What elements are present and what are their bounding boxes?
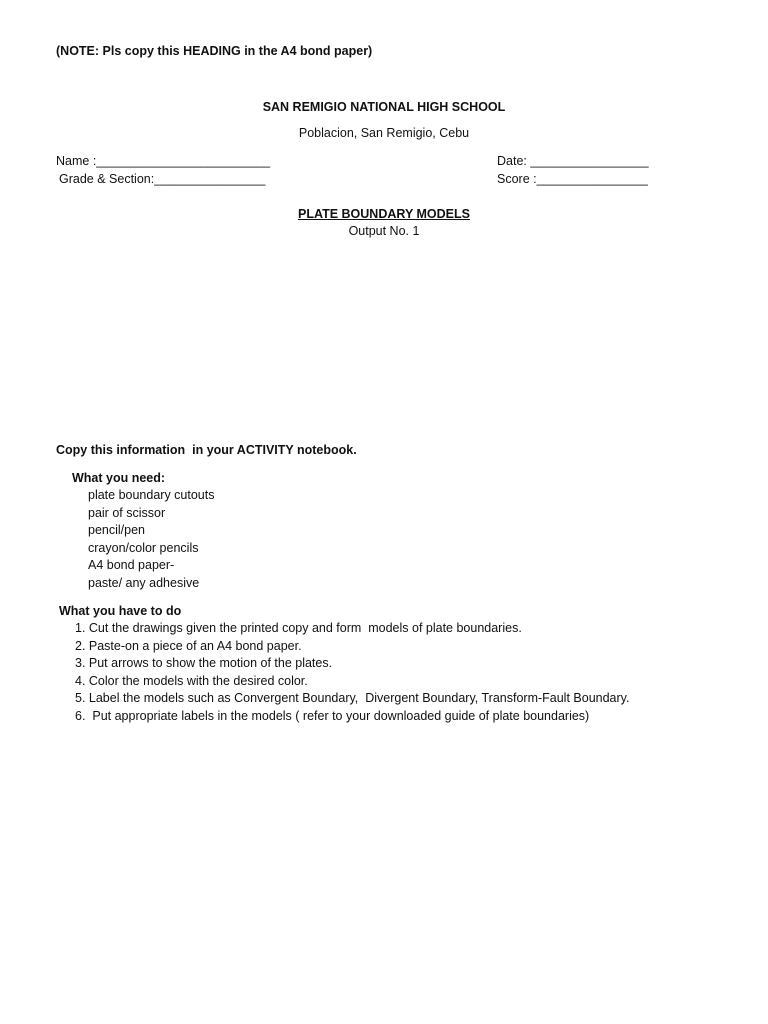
step-item: 1. Cut the drawings given the printed copy and form models of plate boundaries.	[75, 621, 522, 635]
grade-section-field: Grade & Section:________________	[59, 172, 266, 186]
heading-note: (NOTE: Pls copy this HEADING in the A4 bond paper)	[56, 44, 373, 58]
todo-heading: What you have to do	[59, 604, 182, 618]
copy-instruction: Copy this information in your ACTIVITY notebook.	[56, 443, 357, 457]
list-item: pair of scissor	[88, 505, 166, 520]
needs-list	[88, 488, 214, 594]
step-item: 6. Put appropriate labels in the models ( refer to your downloaded guide of plate boundaries)	[75, 708, 590, 723]
list-item: plate boundary cutouts	[88, 488, 215, 502]
output-number: Output No. 1	[348, 224, 420, 238]
todo-steps	[75, 621, 629, 727]
needs-heading: What you need:	[72, 471, 166, 485]
list-item: paste/ any adhesive	[88, 575, 200, 590]
step-item: 3. Put arrows to show the motion of the plates.	[75, 656, 333, 671]
score-field: Score :________________	[497, 172, 648, 186]
step-item: 4. Color the models with the desired color.	[75, 673, 308, 688]
date-field: Date: _________________	[497, 154, 649, 168]
school-address: Poblacion, San Remigio, Cebu	[298, 126, 470, 140]
activity-title: PLATE BOUNDARY MODELS	[298, 207, 470, 221]
list-item: crayon/color pencils	[88, 540, 199, 555]
list-item: A4 bond paper-	[88, 558, 175, 573]
name-field: Name :_________________________	[56, 154, 271, 168]
step-item: 5. Label the models such as Convergent Boundary, Divergent Boundary, Transform-Fault Boundary.	[75, 691, 630, 706]
step-item: 2. Paste-on a piece of an A4 bond paper.	[75, 638, 302, 653]
list-item: pencil/pen	[88, 523, 145, 538]
school-name: SAN REMIGIO NATIONAL HIGH SCHOOL	[262, 100, 506, 114]
